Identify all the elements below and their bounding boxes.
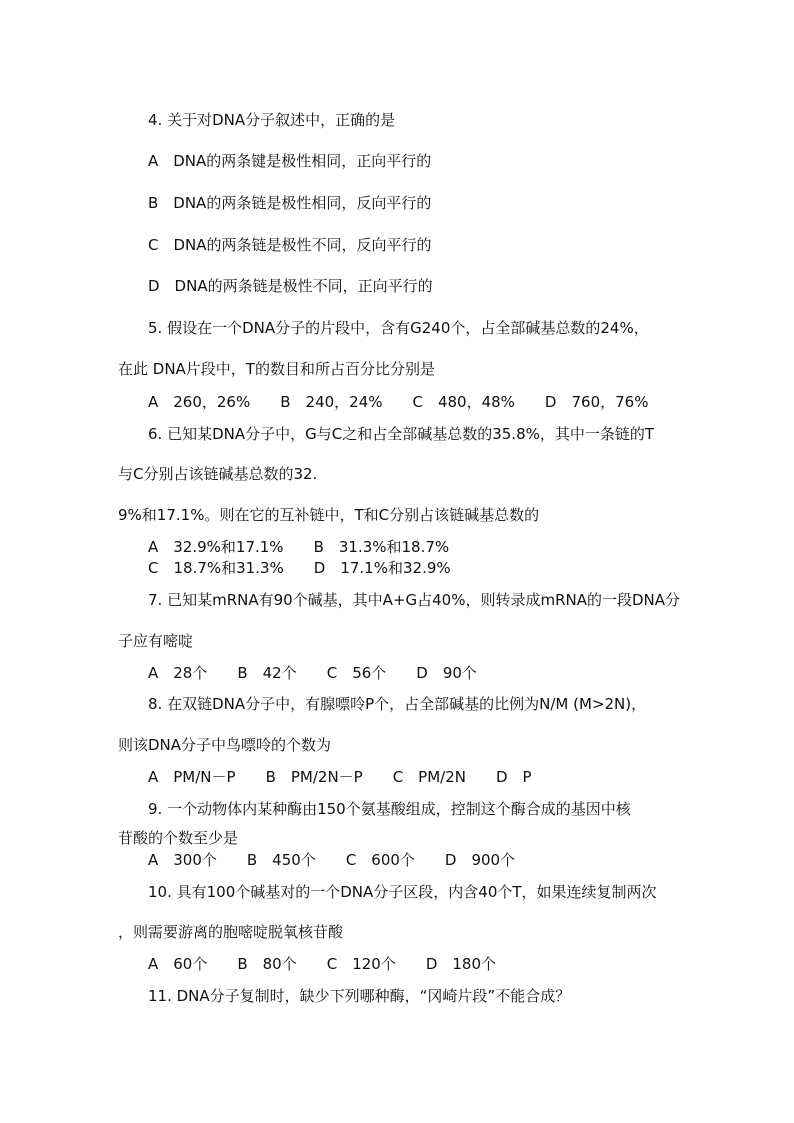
question-4-option-c: C DNA的两条链是极性不同，反向平行的 [148,236,432,254]
question-5-options: A 260，26% B 240，24% C 480，48% D 760，76% [148,393,649,411]
question-5-stem-continued: 在此 DNA片段中，T的数目和所占百分比分别是 [118,360,435,378]
question-9-options: A 300个 B 450个 C 600个 D 900个 [148,851,516,869]
question-6-options-ab: A 32.9%和17.1% B 31.3%和18.7% [148,538,450,556]
question-11-stem: 11. DNA分子复制时，缺少下列哪种酶，“冈崎片段”不能合成？ [148,987,571,1005]
question-6-stem-continued-2: 9%和17.1%。则在它的互补链中，T和C分别占该链碱基总数的 [118,506,540,524]
question-4-option-d: D DNA的两条链是极性不同，正向平行的 [148,277,433,295]
question-8-stem-continued: 则该DNA分子中鸟嘌呤的个数为 [118,736,332,754]
question-9-stem-continued: 苷酸的个数至少是 [118,829,239,847]
question-7-options: A 28个 B 42个 C 56个 D 90个 [148,664,477,682]
question-4-stem: 4. 关于对DNA分子叙述中，正确的是 [148,111,396,129]
question-7-stem: 7. 已知某mRNA有90个碱基，其中A+G占40%，则转录成mRNA的一段DNA分 [148,591,681,609]
question-10-options: A 60个 B 80个 C 120个 D 180个 [148,955,497,973]
question-8-stem: 8. 在双链DNA分子中，有腺嘌呤P个，占全部碱基的比例为N/M (M>2N)， [148,695,647,713]
question-7-stem-continued: 子应有嘧啶 [118,632,194,650]
question-8-options: A PM/N－P B PM/2N－P C PM/2N D P [148,768,532,786]
question-5-stem: 5. 假设在一个DNA分子的片段中，含有G240个，占全部碱基总数的24%， [148,319,649,337]
question-10-stem: 10. 具有100个碱基对的一个DNA分子区段，内含40个T，如果连续复制两次 [148,883,657,901]
question-6-stem-continued: 与C分别占该链碱基总数的32. [118,465,318,483]
question-6-options-cd: C 18.7%和31.3% D 17.1%和32.9% [148,559,451,577]
question-4-option-b: B DNA的两条链是极性相同，反向平行的 [148,194,432,212]
question-6-stem: 6. 已知某DNA分子中，G与C之和占全部碱基总数的35.8%，其中一条链的T [148,425,655,443]
question-4-option-a: A DNA的两条键是极性相同，正向平行的 [148,152,432,170]
question-9-stem: 9. 一个动物体内某种酶由150个氨基酸组成，控制这个酶合成的基因中核 [148,800,631,818]
question-10-stem-continued: ，则需要游离的胞嘧啶脱氧核苷酸 [118,923,344,941]
